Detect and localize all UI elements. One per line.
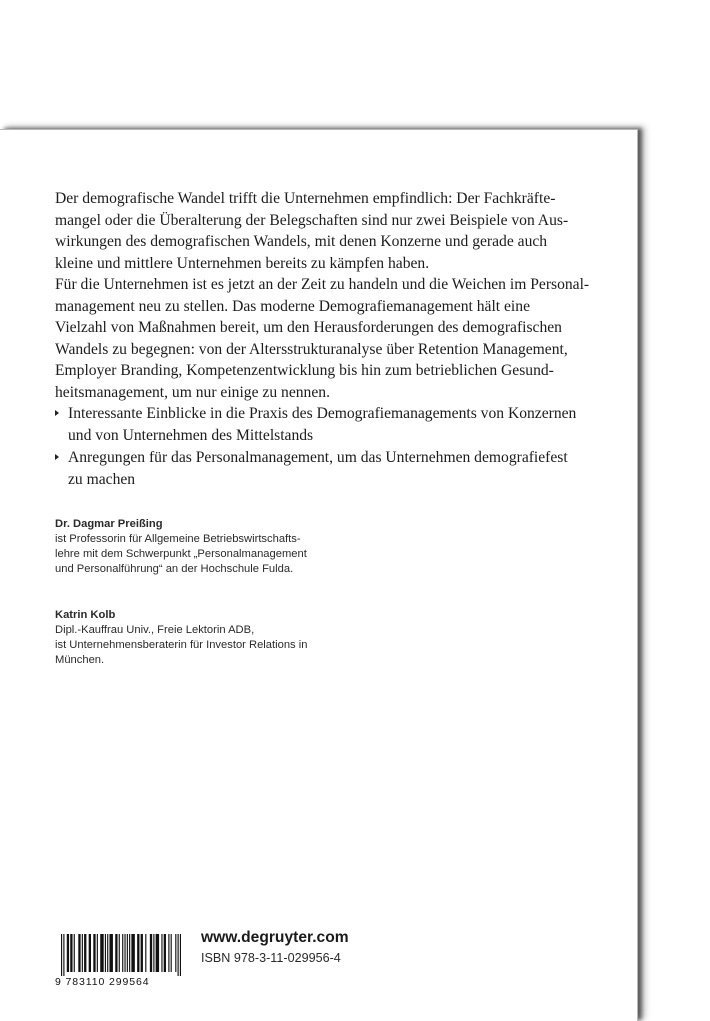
barcode-bar [137,934,139,972]
barcode-bar [150,934,152,972]
barcode-bar [97,934,98,972]
barcode-bar [141,934,143,972]
author-name: Katrin Kolb [55,609,116,621]
barcode-bar [105,934,106,972]
body-line: Vielzahl von Maßnahmen bereit, um den Herausforderungen des demografischen [55,319,562,336]
barcode-bar [84,934,86,972]
intro-line: kleine und mittlere Unternehmen bereits zu kämpfen haben. [55,254,430,272]
author-name: Dr. Dagmar Preißing [55,518,163,530]
barcode-bar [156,934,159,972]
barcode-bar [89,934,91,972]
barcode-bar [127,934,128,972]
bullet-line: und von Unternehmen des Mittelstands [68,426,314,444]
barcode-bar [61,934,62,976]
barcode-bar [175,934,176,972]
barcode-bar [93,934,95,972]
barcode-bar [131,934,134,972]
author-bio-line: Dipl.-Kauffrau Univ., Freie Lektorin ADB, [55,624,255,636]
barcode-bar [82,934,83,972]
author-bio [55,517,385,577]
barcode-bar [74,934,75,972]
barcode-bar [109,934,112,972]
barcode-bar [115,934,117,972]
barcode-bar [171,934,172,972]
author-bio-line: lehre mit dem Schwerpunkt „Personalmanagement [55,548,307,560]
body-line: heitsmanagement, um nur einige zu nennen. [55,383,330,401]
barcode-bar [168,934,169,972]
barcode-bar [63,934,64,976]
author-bio-line: und Personalführung“ an der Hochschule Fulda. [55,563,294,575]
barcode-bars [55,934,183,976]
intro-paragraph [55,188,610,274]
barcode-bar [124,934,125,972]
barcode-bar [119,934,120,972]
author-bio-line: ist Unternehmensberaterin für Investor Relations in [55,639,308,651]
body-line: Wandels zu begegnen: von der Altersstrukturanalyse über Retention Management, [55,340,568,358]
barcode-bar [178,934,179,976]
barcode-bar [129,934,130,972]
barcode-bar [153,934,154,972]
intro-line: Der demografische Wandel trifft die Unternehmen empfindlich: Der Fachkräfte- [55,190,556,207]
triangle-bullet-icon [55,454,59,460]
barcode-bar [145,934,146,972]
barcode-bar [164,934,166,972]
barcode-bar [107,934,108,972]
body-line: Employer Branding, Kompetenzentwicklung bis hin zum betrieblichen Gesund- [55,362,554,379]
barcode-bar [180,934,181,976]
intro-line: wirkungen des demografischen Wandels, mit denen Konzerne und gerade auch [55,233,548,250]
bullet-line: Interessante Einblicke in die Praxis des Demografiemanagements von Konzernen [68,405,577,422]
body-line: management neu zu stellen. Das moderne Demografiemanagement hält eine [55,297,530,315]
barcode-bar [161,934,162,972]
body-line: Für die Unternehmen ist es jetzt an der Zeit zu handeln und die Weichen im Personal- [55,276,590,293]
body-paragraph [55,274,610,403]
triangle-bullet-icon [55,410,59,416]
author-bio-line: München. [55,654,105,666]
intro-line: mangel oder die Überalterung der Belegschaften sind nur zwei Beispiele von Aus- [55,211,569,229]
publisher-website: www.degruyter.com [201,929,349,946]
author-bio [55,608,385,668]
barcode-bar [78,934,80,972]
barcode-bar [67,934,69,972]
author-bio-line: ist Professorin für Allgemeine Betriebswirtschafts- [55,533,301,545]
barcode-bar [122,934,123,972]
bullet-line: Anregungen für das Personalmanagement, um das Unternehmen demografiefest [68,449,568,466]
barcode-digits: 9 783110 299564 [55,976,150,988]
isbn-number: ISBN 978-3-11-029956-4 [201,951,341,965]
isbn-barcode [55,934,183,990]
barcode-bar [70,934,72,972]
barcode-bar [100,934,103,972]
bullet-line: zu machen [68,470,136,488]
